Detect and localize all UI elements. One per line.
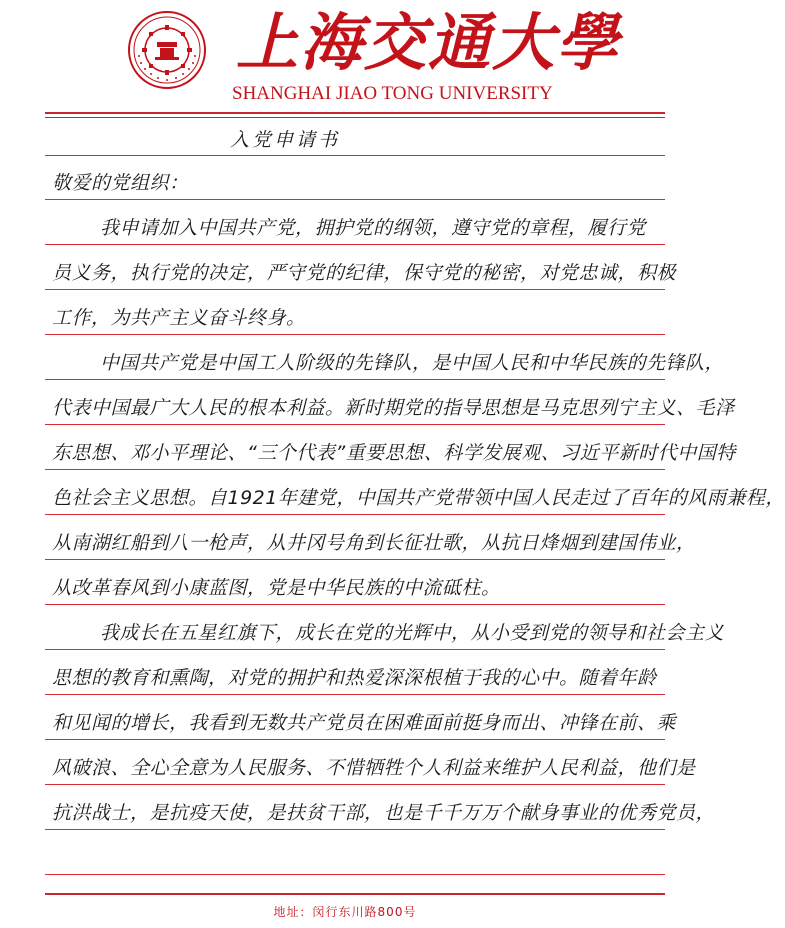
letter-line: 东思想、邓小平理论、“三个代表”重要思想、科学发展观、习近平新时代中国特 [52, 442, 736, 464]
university-name-en: SHANGHAI JIAO TONG UNIVERSITY [232, 83, 553, 104]
ruled-line [45, 289, 665, 290]
letter-line: 中国共产党是中国工人阶级的先锋队，是中国人民和中华民族的先锋队， [100, 352, 725, 374]
ruled-line [45, 244, 665, 245]
letter-line: 员义务，执行党的决定，严守党的纪律，保守党的秘密，对党忠诚，积极 [52, 262, 677, 284]
ruled-line [45, 559, 665, 560]
letter-line: 代表中国最广大人民的根本利益。新时期党的指导思想是马克思列宁主义、毛泽 [52, 397, 735, 419]
ruled-line [45, 874, 665, 875]
ruled-line [45, 469, 665, 470]
letter-title: 入党申请书 [230, 129, 341, 151]
ruled-line [45, 649, 665, 650]
letter-line: 从南湖红船到八一枪声，从井冈号角到长征壮歌，从抗日烽烟到建国伟业， [52, 532, 696, 554]
letter-line: 色社会主义思想。自1921年建党，中国共产党带领中国人民走过了百年的风雨兼程， [52, 487, 785, 509]
ruled-line [45, 604, 665, 605]
footer-divider [45, 893, 665, 895]
university-seal-icon [127, 10, 207, 90]
ruled-line [45, 424, 665, 425]
university-name-cn: 上海交通大學 [236, 6, 621, 79]
ruled-line [45, 334, 665, 335]
letter-line: 抗洪战士，是抗疫天使，是扶贫干部，也是千千万万个献身事业的优秀党员， [52, 802, 716, 824]
footer-address: 地址：闵行东川路800号 [273, 905, 417, 919]
ruled-line [45, 829, 665, 830]
ruled-line [45, 199, 665, 200]
header-divider [45, 112, 665, 114]
letter-line: 我申请加入中国共产党，拥护党的纲领，遵守党的章程，履行党 [100, 217, 647, 239]
ruled-line [45, 379, 665, 380]
letter-line: 和见闻的增长，我看到无数共产党员在困难面前挺身而出、冲锋在前、乘 [52, 712, 677, 734]
ruled-line [45, 514, 665, 515]
letter-line: 思想的教育和熏陶，对党的拥护和热爱深深根植于我的心中。随着年龄 [52, 667, 657, 689]
ruled-line [45, 739, 665, 740]
letter-line: 风破浪、全心全意为人民服务、不惜牺牲个人利益来维护人民利益，他们是 [52, 757, 696, 779]
ruled-line [45, 694, 665, 695]
ruled-line [45, 155, 665, 156]
letter-line: 工作，为共产主义奋斗终身。 [52, 307, 306, 329]
letter-line: 我成长在五星红旗下，成长在党的光辉中，从小受到党的领导和社会主义 [100, 622, 725, 644]
ruled-line [45, 784, 665, 785]
letter-line: 从改革春风到小康蓝图，党是中华民族的中流砥柱。 [52, 577, 501, 599]
letter-salutation: 敬爱的党组织： [52, 172, 189, 194]
header-divider-thin [45, 117, 665, 118]
